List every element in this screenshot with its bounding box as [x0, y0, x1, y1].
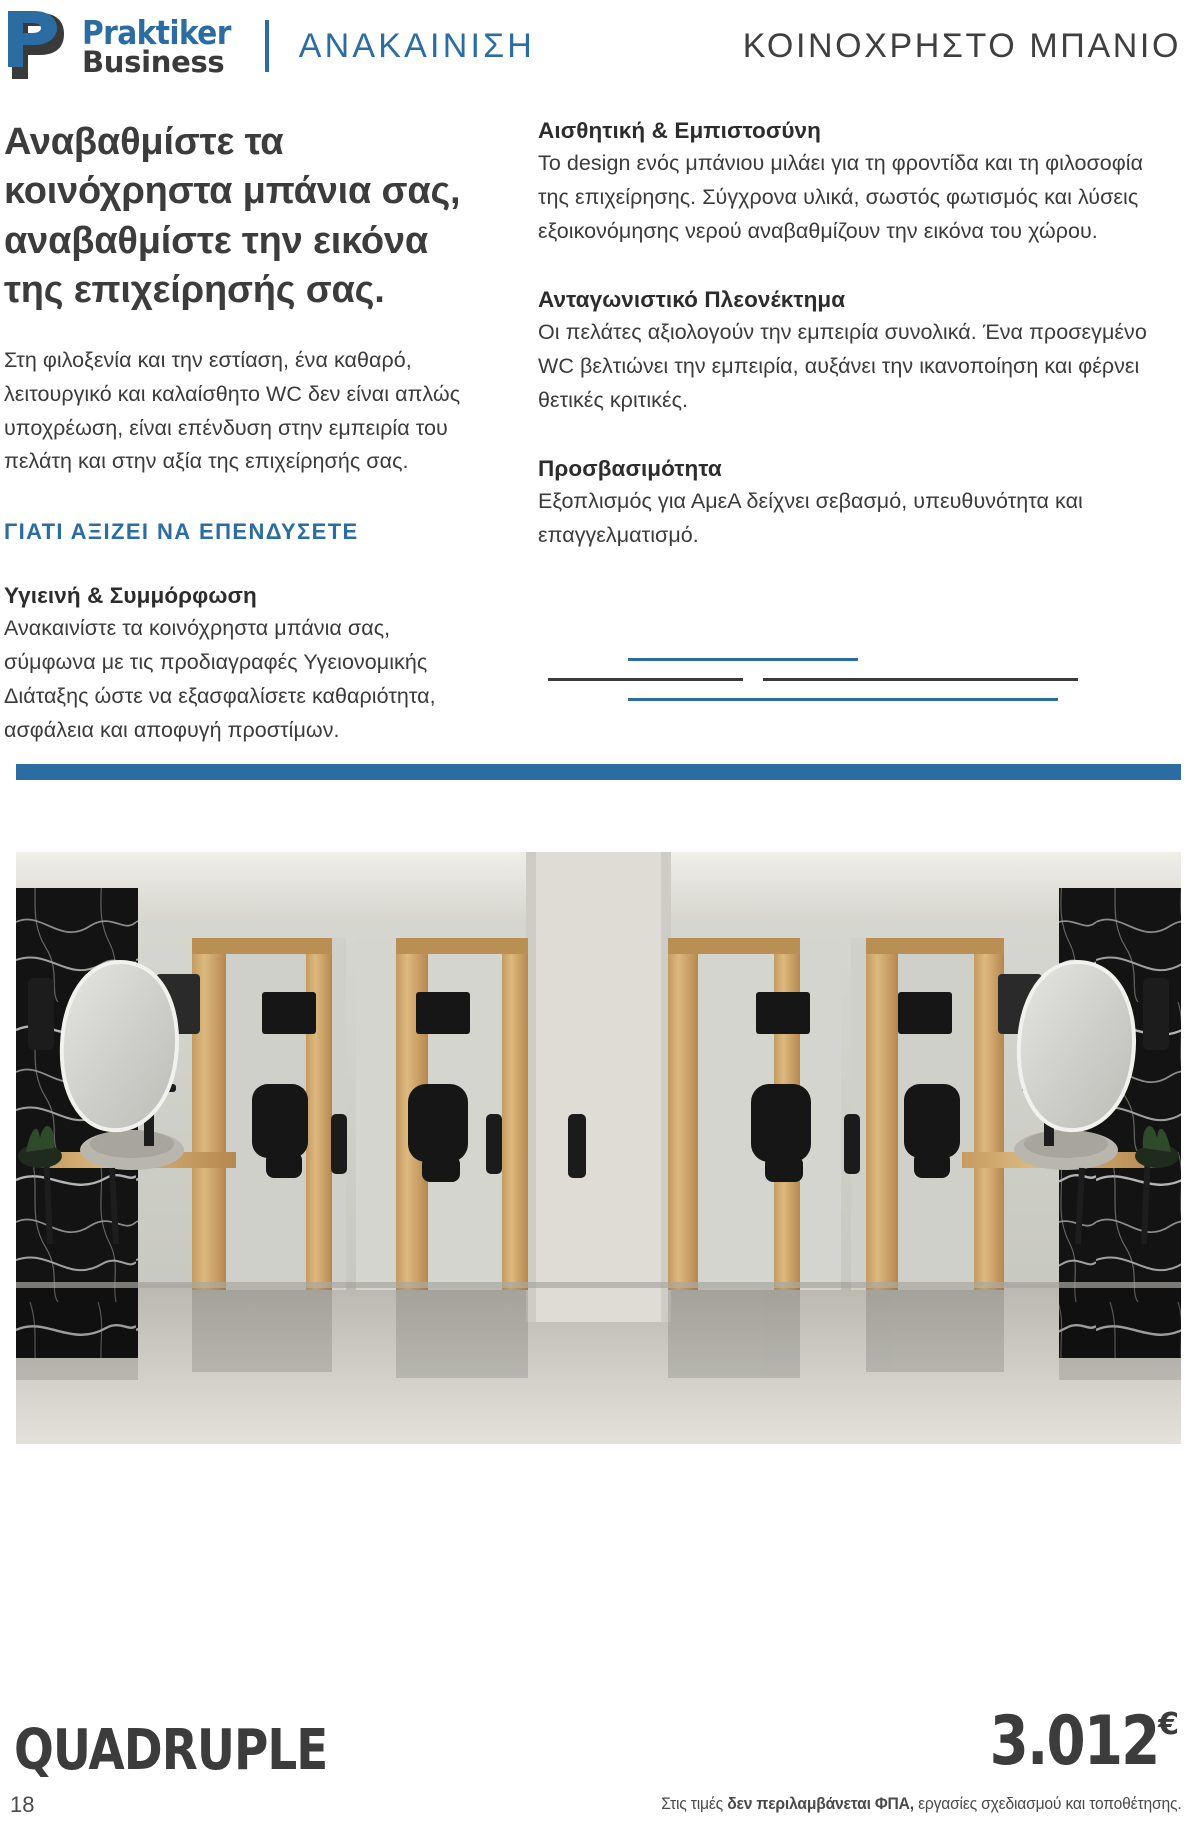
left-column	[0, 118, 520, 748]
brand-name-primary: Praktiker	[82, 13, 231, 53]
header-page-topic: ΚΟΙΝΟΧΡΗΣΤΟ ΜΠΑΝΙΟ	[742, 26, 1181, 65]
benefit-text: Εξοπλισμός για ΑμεΑ δείχνει σεβασμό, υπευθυνότητα και επαγγελματισμό.	[538, 488, 1083, 547]
price-amount: 3.012	[989, 1702, 1159, 1781]
benefit-title: Αισθητική & Εμπιστοσύνη	[538, 118, 821, 143]
benefit-title: Ανταγωνιστικό Πλεονέκτημα	[538, 286, 846, 312]
disclaimer-tail: εργασίες σχεδιασμού και τοποθέτησης.	[913, 1794, 1181, 1813]
decorative-rule-blue-top	[628, 658, 858, 661]
brand-name-secondary: Business	[82, 44, 225, 79]
decorative-rule-dark-right	[763, 678, 1078, 681]
header-divider	[265, 20, 269, 72]
disclaimer-lead: Στις τιμές	[660, 1794, 727, 1813]
accent-bar	[16, 764, 1181, 780]
page-header	[0, 0, 1197, 92]
disclaimer-emphasis: δεν περιλαμβάνεται ΦΠΑ,	[726, 1794, 914, 1813]
price-disclaimer	[661, 1794, 1181, 1814]
bathroom-photo	[16, 852, 1181, 1444]
price	[975, 1702, 1179, 1781]
brand-wordmark	[82, 13, 231, 79]
benefit-block-aesthetics	[538, 118, 1175, 249]
product-name: QUADRUPLE	[14, 1718, 328, 1783]
benefit-text: Το design ενός μπάνιου μιλάει για τη φροντίδα και τη φιλοσοφία της επιχείρησης. Σύγχρονα υλικά, σωστός φωτισμός και λύσεις εξοικονόμησης νερού αναβαθμίζουν την εικόνα του χώρου.	[538, 151, 1144, 243]
brand-logo	[6, 11, 231, 81]
benefit-text: Οι πελάτες αξιολογούν την εμπειρία συνολικά. Ένα προσεγμένο WC βελτιώνει την εμπειρία, αυξάνει την ικανοποίηση και φέρνει θετικές κριτικές.	[538, 319, 1147, 412]
benefit-title: Προσβασιμότητα	[538, 455, 722, 481]
praktiker-p-logo-icon	[6, 11, 68, 81]
decorative-rule-blue-bottom	[628, 698, 1058, 701]
benefit-text: Ανακαινίστε τα κοινόχρηστα μπάνια σας, σύμφωνα με τις προδιαγραφές Υγειονομικής Διάταξης ώστε να εξασφαλίσετε καθαριότητα, ασφάλεια και αποφυγή προστίμων.	[4, 616, 436, 743]
header-section-label: ΑΝΑΚΑΙΝΙΣΗ	[298, 26, 536, 65]
section-kicker: ΓΙΑΤΙ ΑΞΙΖΕΙ ΝΑ ΕΠΕΝΔΥΣΕΤΕ	[4, 519, 359, 545]
intro-paragraph: Στη φιλοξενία και την εστίαση, ένα καθαρό, λειτουργικό και καλαίσθητο WC δεν είναι απλώς υποχρέωση, είναι επένδυση στην εμπειρία του πελάτη και στην αξία της επιχείρησής σας.	[4, 347, 461, 474]
benefit-block-accessibility	[538, 456, 1175, 553]
page-title: Αναβαθμίστε τα κοινόχρηστα μπάνια σας, αναβαθμίστε την εικόνα της επιχείρησής σας.	[4, 121, 461, 312]
page-number: 18	[10, 1792, 35, 1817]
benefit-block-advantage	[538, 287, 1175, 418]
decorative-rule-dark-left	[548, 678, 743, 681]
price-currency-symbol: €	[1158, 1707, 1179, 1742]
benefit-block-hygiene	[4, 583, 484, 748]
decorative-rules	[548, 650, 1168, 714]
benefit-title: Υγιεινή & Συμμόρφωση	[4, 583, 257, 609]
